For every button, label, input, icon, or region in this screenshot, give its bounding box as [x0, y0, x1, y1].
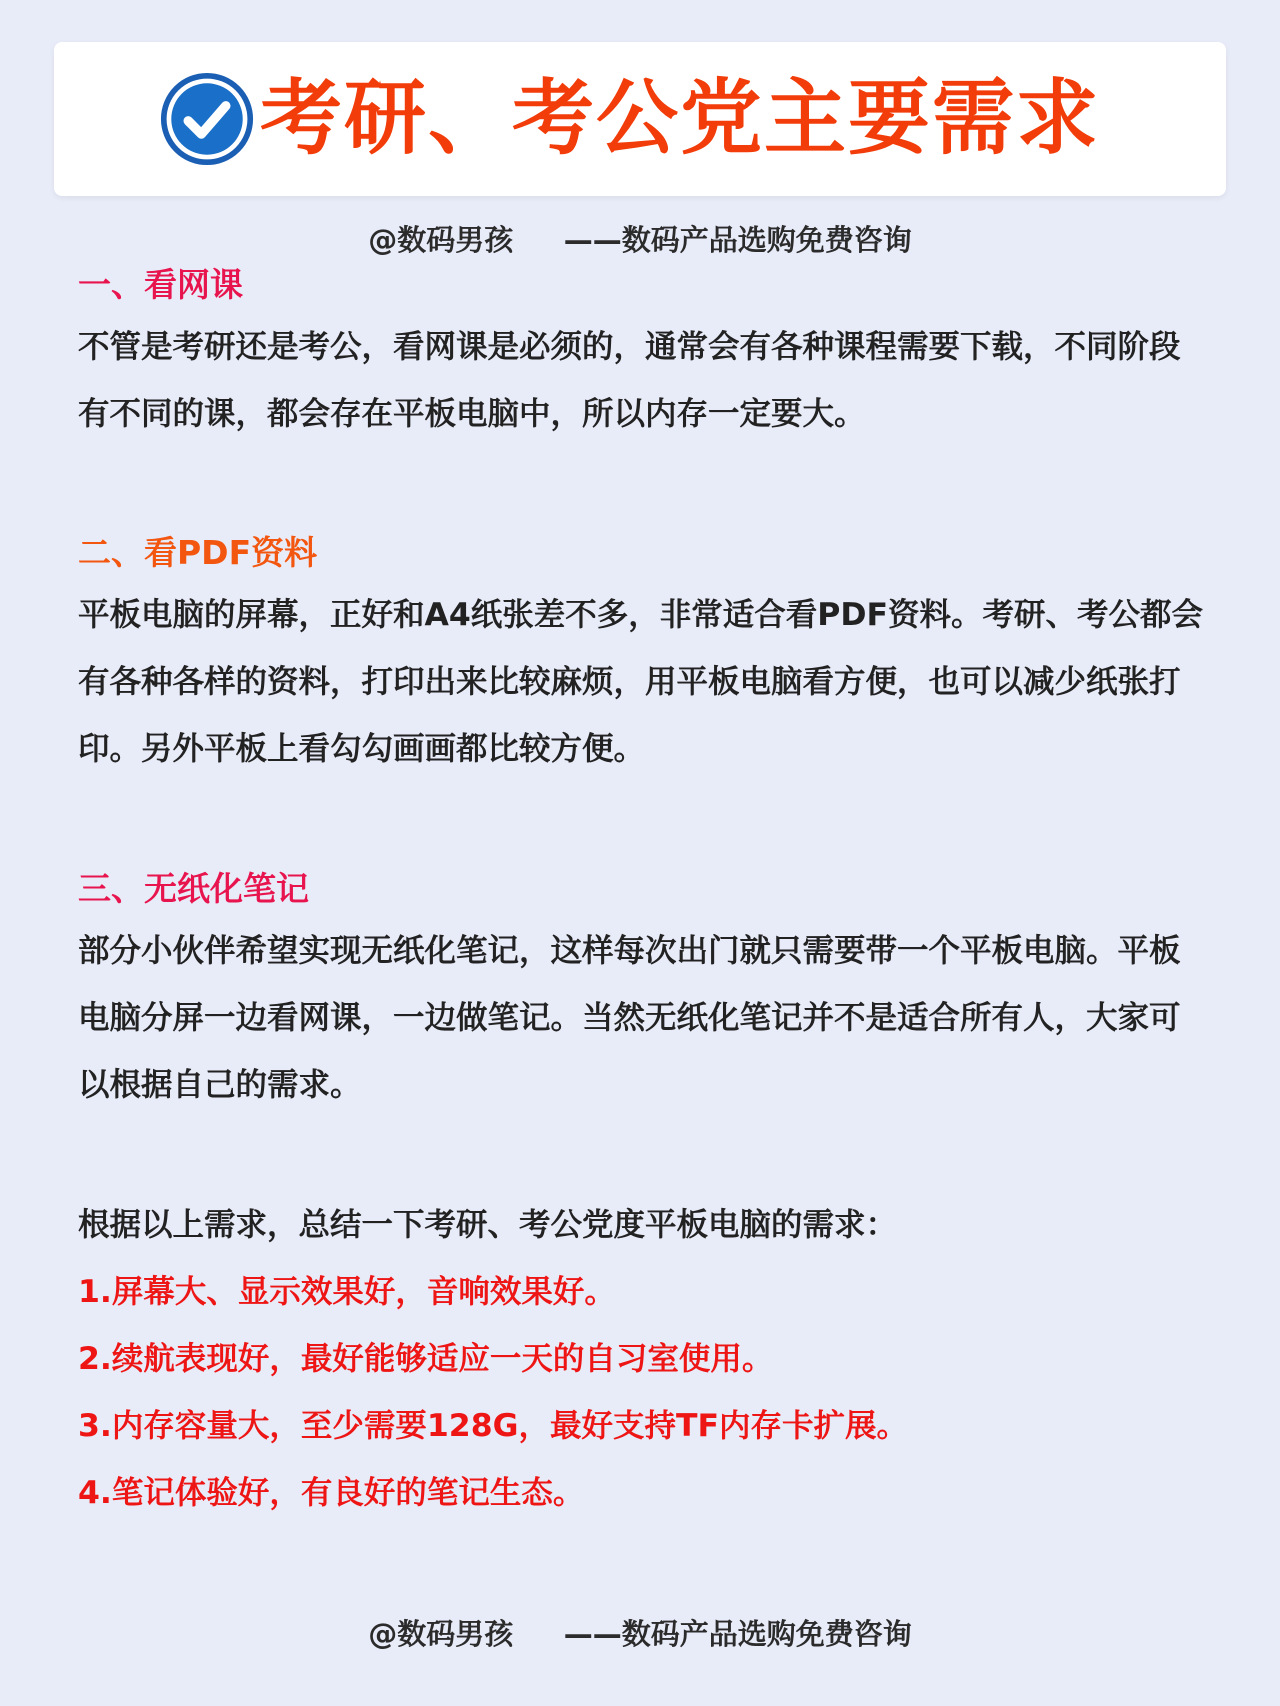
section-heading: 一、看网课: [78, 265, 243, 304]
list-item: 3.内存容量大，至少需要128G，最好支持TF内存卡扩展。: [78, 1408, 908, 1444]
section-body: 不管是考研还是考公，看网课是必须的，通常会有各种课程需要下载，不同阶段有不同的课，都会存在平板电脑中，所以内存一定要大。: [78, 329, 1181, 432]
list-item: 2.续航表现好，最好能够适应一天的自习室使用。: [78, 1341, 774, 1377]
section-body: 部分小伙伴希望实现无纸化笔记，这样每次出门就只需要带一个平板电脑。平板电脑分屏一边看网课，一边做笔记。当然无纸化笔记并不是适合所有人，大家可以根据自己的需求。: [78, 933, 1181, 1103]
summary-list: [78, 1259, 1208, 1527]
title-banner: [54, 42, 1226, 196]
section-2: [78, 530, 1208, 783]
credit-top: @数码男孩 ——数码产品选购免费咨询: [368, 223, 912, 257]
check-circle-icon: [160, 72, 254, 166]
list-item: 1.屏幕大、显示效果好，音响效果好。: [78, 1274, 616, 1310]
section-heading: 三、无纸化笔记: [78, 869, 309, 908]
page-title: 考研、考公党主要需求: [259, 71, 1100, 166]
section-3: [78, 866, 1208, 1119]
summary: [78, 1192, 1208, 1527]
section-1: [78, 262, 1208, 448]
credit-bottom: @数码男孩 ——数码产品选购免费咨询: [368, 1617, 912, 1651]
summary-intro: 根据以上需求，总结一下考研、考公党度平板电脑的需求：: [78, 1207, 898, 1243]
section-heading: 二、看PDF资料: [78, 533, 318, 572]
section-body: 平板电脑的屏幕，正好和A4纸张差不多，非常适合看PDF资料。考研、考公都会有各种各样的资料，打印出来比较麻烦，用平板电脑看方便，也可以减少纸张打印。另外平板上看勾勾画画都比较方便。: [78, 597, 1204, 767]
list-item: 4.笔记体验好，有良好的笔记生态。: [78, 1475, 585, 1511]
